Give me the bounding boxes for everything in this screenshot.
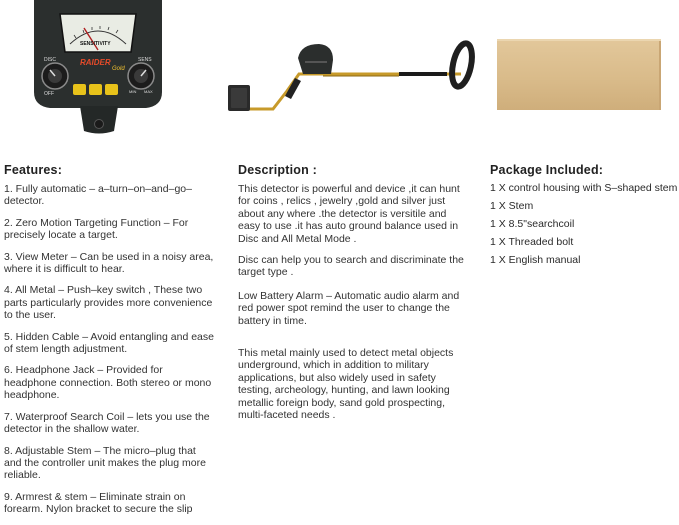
package-list bbox=[490, 182, 679, 272]
brand-logo: RAIDER bbox=[80, 58, 111, 67]
package-item-3: 1 X 8.5"searchcoil bbox=[490, 218, 575, 230]
description-paragraph-2: Disc can help you to search and discriminate the target type . bbox=[238, 254, 464, 279]
description-body bbox=[238, 183, 468, 431]
feature-item-2: 2. Zero Motion Targeting Function – For precisely locate a target. bbox=[4, 216, 189, 242]
min-label: MIN bbox=[129, 89, 137, 94]
description-paragraph-3: Low Battery Alarm – Automatic audio alarm and red power spot remind the user to change the battery in time. bbox=[238, 289, 460, 327]
package-item-5: 1 X English manual bbox=[490, 254, 581, 266]
feature-item-5: 5. Hidden Cable – Avoid entangling and ease of stem length adjustment. bbox=[4, 330, 214, 356]
package-box-image bbox=[497, 39, 661, 110]
feature-item-3: 3. View Meter – Can be used in a noisy area, where it is difficult to hear. bbox=[4, 250, 214, 276]
features-list bbox=[4, 183, 216, 525]
disc-knob-label: DISC bbox=[44, 57, 56, 63]
feature-item-9: 9. Armrest & stem – Eliminate strain on forearm. Nylon bracket to secure the slip bbox=[4, 490, 193, 516]
brand-sub-logo: Gold bbox=[112, 66, 125, 72]
feature-item-6: 6. Headphone Jack – Provided for headphone connection. Both stereo or mono headphone. bbox=[4, 364, 212, 402]
package-item-4: 1 X Threaded bolt bbox=[490, 236, 574, 248]
off-label: OFF bbox=[44, 91, 54, 97]
feature-item-4: 4. All Metal – Push–key switch , These two parts particularly provides more convenience to the user. bbox=[4, 284, 213, 322]
features-heading: Features: bbox=[4, 163, 63, 177]
description-paragraph-1: This detector is powerful and device ,it can hunt for coins , relics , jewelry ,gold and silver just about any where .the detector is versitile and easy to use .it has auto ground balance used in Disc and All Metal Mode . bbox=[238, 183, 460, 245]
feature-item-8: 8. Adjustable Stem – The micro–plug that and the controller unit makes the plug more reliable. bbox=[4, 444, 206, 482]
feature-item-7: 7. Waterproof Search Coil – lets you use the detector in the shallow water. bbox=[4, 410, 210, 436]
package-heading: Package Included: bbox=[490, 163, 604, 177]
package-item-2: 1 X Stem bbox=[490, 200, 534, 212]
sens-knob-label: SENS bbox=[138, 57, 152, 63]
max-label: MAX bbox=[144, 89, 153, 94]
feature-item-1: 1. Fully automatic – a–turn–on–and–go–detector. bbox=[4, 183, 192, 208]
description-paragraph-4: This metal mainly used to detect metal objects underground, which in addition to military applications, but also widely used in safety testing, archeology, hunting, and lawn looking metallic foreign body, sand gold prospecting, multi-faceted needs . bbox=[238, 347, 454, 422]
meter-label: SENSITIVITY bbox=[80, 41, 111, 47]
package-item-1: 1 X control housing with S–shaped stem bbox=[490, 182, 678, 194]
control-panel-image bbox=[30, 0, 166, 135]
description-heading: Description : bbox=[238, 163, 317, 177]
metal-detector-image bbox=[215, 38, 475, 118]
